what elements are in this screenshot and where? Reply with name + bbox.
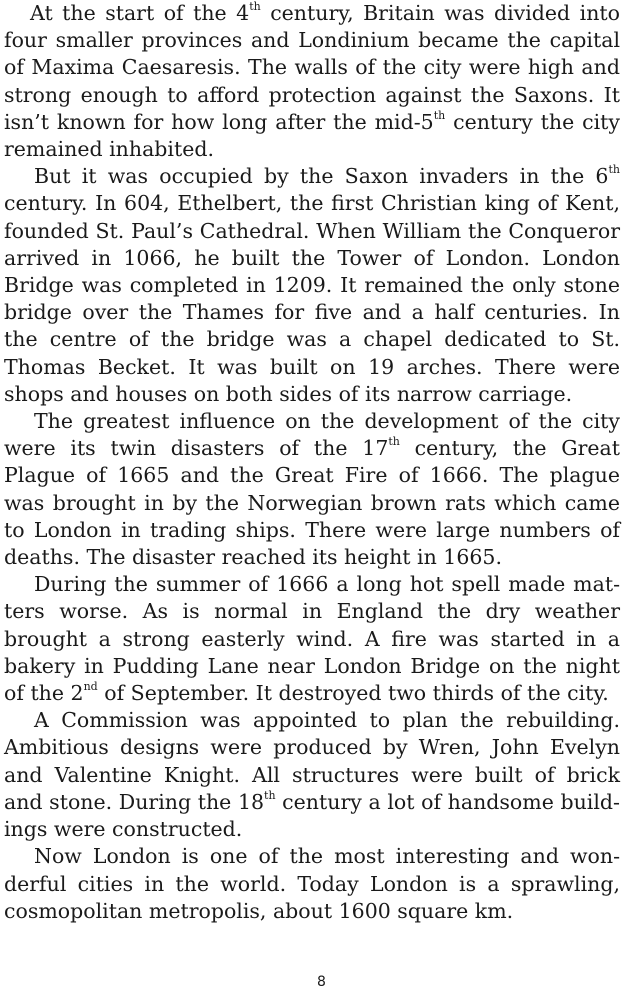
ordinal-suffix: th	[264, 789, 276, 803]
text-run: century the city remained inhabited.	[4, 109, 620, 162]
paragraph-6	[4, 843, 620, 925]
document-page	[4, 0, 620, 925]
page-number: 8	[317, 974, 326, 990]
text-run: But it was occupied by the Saxon invaders in the 6	[34, 164, 609, 189]
text-run: century, Britain was divided into four smaller provinces and Londinium became the capital of Maxima Caesaresis. The walls of the city were high and strong enough to afford protection against the Saxons. It isn’t known for how long after the mid-5	[4, 1, 620, 134]
text-run: century. In 604, Ethelbert, the first Christian king of Kent, founded St. Paul’s Cathedral. When William the Conqueror arrived in 1066, he built the Tower of London. London Bridge was completed in 1209. It remained the only stone bridge over the Thames for five and a half centuries. In the centre of the bridge was a chapel dedicated to St. Thomas Becket. It was built on 19 arches. There were shops and houses on both sides of its narrow carriage.	[4, 191, 620, 406]
text-run: A Commission was appointed to plan the rebuilding. Ambitious designs were produced by Wren, John Evelyn and Valentine Knight. All structures were built of brick and stone. During the 18	[4, 708, 620, 814]
paragraph-5	[4, 707, 620, 843]
paragraph-1	[4, 0, 620, 163]
paragraph-3	[4, 408, 620, 571]
text-run: century a lot of handsome buildings were constructed.	[4, 789, 620, 842]
text-run: The greatest influence on the development of the city were its twin disasters of the 17	[4, 409, 620, 461]
paragraph-2	[4, 163, 620, 408]
text-run: At the start of the 4	[30, 1, 250, 25]
ordinal-suffix: th	[433, 108, 446, 122]
ordinal-suffix: nd	[83, 680, 98, 694]
ordinal-suffix: th	[249, 0, 261, 14]
paragraph-4	[4, 571, 620, 707]
text-run: During the summer of 1666 a long hot spell made matters worse. As is normal in England the dry weather brought a strong easterly wind. A fire was started in a bakery in Pudding Lane near London Bridge on the night of the 2	[4, 572, 620, 706]
text-run: century, the Great Plague of 1665 and the Great Fire of 1666. The plague was brought in by the Norwegian brown rats which came to London in trading ships. There were large numbers of deaths. The disaster reached its height in 1665.	[4, 436, 620, 570]
text-run: of September. It destroyed two thirds of the city.	[97, 681, 609, 706]
text-run: Now London is one of the most interesting and wonderful cities in the world. Today London is a sprawling, cosmopolitan metropolis, about 1600 square km.	[4, 844, 620, 923]
ordinal-suffix: th	[608, 163, 620, 177]
ordinal-suffix: th	[388, 435, 400, 449]
